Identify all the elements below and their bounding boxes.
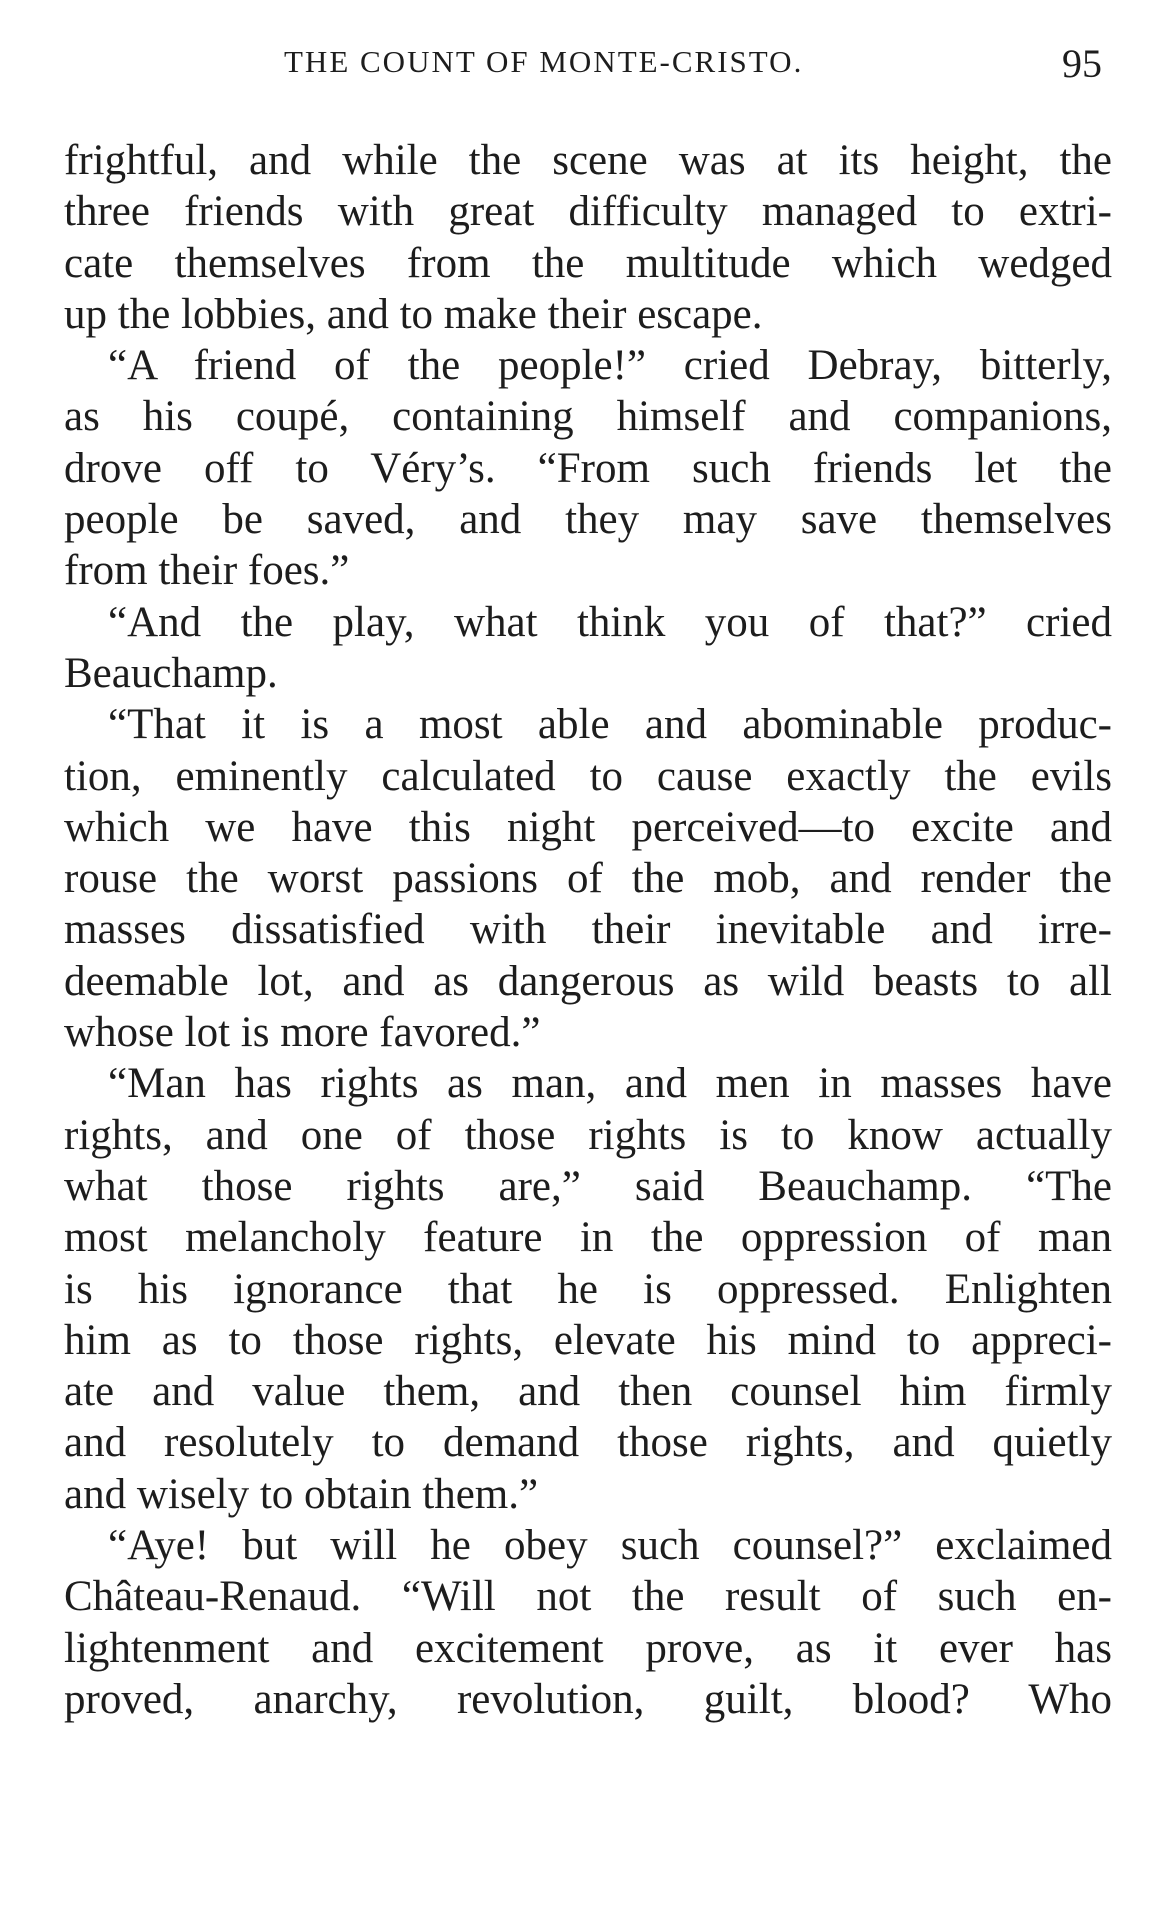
text-line: which we have this night perceived—to excite and bbox=[64, 803, 1112, 851]
text-line: him as to those rights, elevate his mind to appreci- bbox=[64, 1316, 1112, 1364]
text-line: tion, eminently calculated to cause exactly the evils bbox=[64, 752, 1112, 800]
text-line: as his coupé, containing himself and companions, bbox=[64, 393, 1112, 441]
text-line: whose lot is more favored.” bbox=[64, 1009, 541, 1057]
text-line: and resolutely to demand those rights, and quietly bbox=[64, 1419, 1112, 1467]
text-line: and wisely to obtain them.” bbox=[64, 1470, 539, 1518]
text-line: what those rights are,” said Beauchamp. “The bbox=[64, 1162, 1112, 1210]
text-line: rights, and one of those rights is to know actually bbox=[64, 1111, 1112, 1159]
text-line: ate and value them, and then counsel him firmly bbox=[64, 1368, 1112, 1416]
text-line: most melancholy feature in the oppression of man bbox=[64, 1214, 1112, 1262]
text-line: masses dissatisfied with their inevitable and irre- bbox=[64, 906, 1112, 954]
text-line: cate themselves from the multitude which wedged bbox=[64, 239, 1112, 287]
text-line: “A friend of the people!” cried Debray, bitterly, bbox=[108, 342, 1112, 390]
text-line: rouse the worst passions of the mob, and render the bbox=[64, 855, 1112, 903]
text-line: “Aye! but will he obey such counsel?” exclaimed bbox=[108, 1522, 1112, 1570]
text-line: people be saved, and they may save themselves bbox=[64, 496, 1112, 544]
text-line: “And the play, what think you of that?” cried bbox=[108, 598, 1112, 646]
text-line: from their foes.” bbox=[64, 547, 350, 595]
text-line: frightful, and while the scene was at its height, the bbox=[64, 137, 1112, 184]
text-line: lightenment and excitement prove, as it ever has bbox=[64, 1624, 1112, 1672]
page-number: 95 bbox=[1062, 41, 1102, 86]
text-line: “Man has rights as man, and men in masses have bbox=[108, 1060, 1112, 1108]
text-line: deemable lot, and as dangerous as wild beasts to all bbox=[64, 957, 1112, 1005]
text-line: Château-Renaud. “Will not the result of such en- bbox=[64, 1573, 1112, 1621]
running-head bbox=[0, 40, 1175, 90]
text-line: three friends with great difficulty managed to extri- bbox=[64, 188, 1112, 236]
text-line: is his ignorance that he is oppressed. Enlighten bbox=[64, 1265, 1112, 1313]
text-line: drove off to Véry’s. “From such friends let the bbox=[64, 444, 1112, 492]
text-line: proved, anarchy, revolution, guilt, blood? Who bbox=[64, 1675, 1112, 1723]
text-line: Beauchamp. bbox=[64, 649, 278, 697]
running-title: THE COUNT OF MONTE-CRISTO. bbox=[284, 44, 804, 79]
text-line: “That it is a most able and abominable produc- bbox=[108, 701, 1112, 749]
body-text bbox=[64, 135, 1112, 1725]
text-line: up the lobbies, and to make their escape. bbox=[64, 290, 763, 338]
